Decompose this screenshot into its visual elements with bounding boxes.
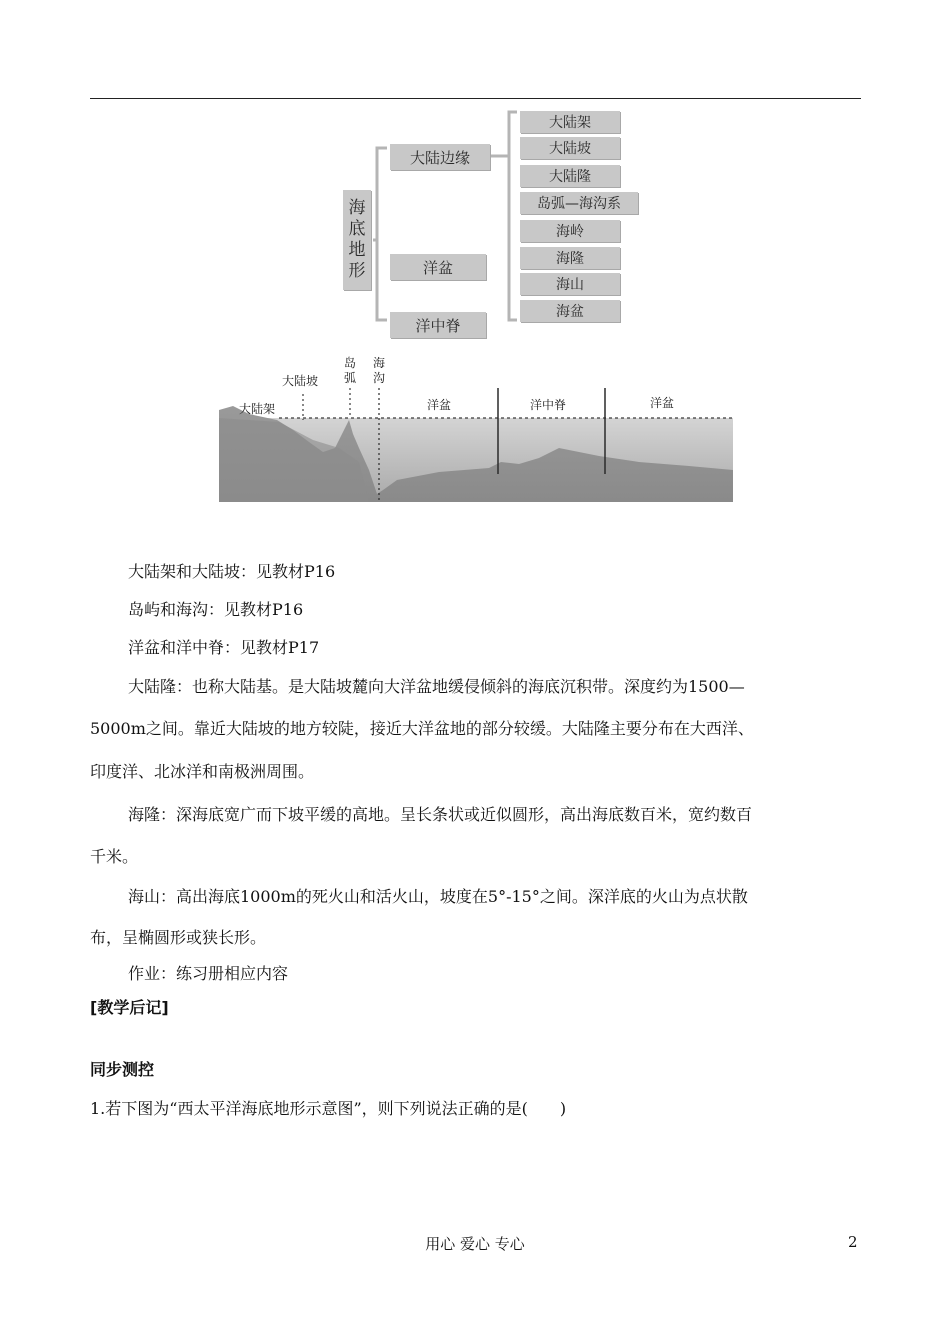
heading-teaching-notes: [教学后记] <box>90 998 169 1017</box>
text-seamount-1: 海山：高出海底1000m的死火山和活火山，坡度在5°-15°之间。深洋底的火山为点状散 <box>128 887 748 906</box>
box-oceanic-rise: 海隆 <box>520 247 620 269</box>
text-continental-rise-2: 5000m之间。靠近大陆坡的地方较陡，接近大洋盆地的部分较缓。大陆隆主要分布在大西洋、 <box>90 719 754 738</box>
box-ocean-ridge: 海岭 <box>520 220 620 242</box>
profile-graphic <box>219 344 733 502</box>
label-continental-shelf: 大陆架 <box>239 402 276 416</box>
box-continental-shelf: 大陆架 <box>520 111 620 133</box>
box-sea-basin: 海盆 <box>520 300 620 322</box>
text-oceanic-rise-1: 海隆：深海底宽广而下坡平缓的高地。呈长条状或近似圆形，高出海底数百米，宽约数百 <box>128 805 753 824</box>
root-label-seabed-landform <box>343 190 371 290</box>
text-basin-ridge: 洋盆和洋中脊：见教材P17 <box>128 638 320 657</box>
label-char: 沟 <box>373 371 386 385</box>
text-shelf-slope: 大陆架和大陆坡：见教材P16 <box>128 562 336 581</box>
box-island-arc-trench: 岛弧—海沟系 <box>520 192 638 214</box>
label-trench <box>373 356 387 386</box>
root-char: 形 <box>348 261 366 281</box>
footer-motto: 用心 爱心 专心 <box>425 1235 525 1253</box>
seabed-landform-tree <box>335 108 655 340</box>
question-1: 1.若下图为“西太平洋海底地形示意图”，则下列说法正确的是( ) <box>90 1099 567 1118</box>
page-number: 2 <box>848 1233 858 1251</box>
label-char: 岛 <box>344 356 357 370</box>
label-continental-slope: 大陆坡 <box>282 374 319 388</box>
text-oceanic-rise-2: 千米。 <box>90 847 139 866</box>
text-continental-rise-1: 大陆隆：也称大陆基。是大陆坡麓向大洋盆地缓侵倾斜的海底沉积带。深度约为1500— <box>128 677 745 696</box>
text-seamount-2: 布，呈椭圆形或狭长形。 <box>90 928 267 947</box>
label-char: 海 <box>373 356 386 370</box>
heading-sync-test: 同步测控 <box>90 1060 155 1079</box>
label-ocean-basin-right: 洋盆 <box>650 396 675 410</box>
label-char: 弧 <box>344 371 357 385</box>
box-seamount: 海山 <box>520 273 620 295</box>
box-mid-ocean-ridge: 洋中脊 <box>390 312 486 338</box>
box-continental-rise: 大陆隆 <box>520 165 620 187</box>
text-homework: 作业：练习册相应内容 <box>128 964 289 983</box>
box-continental-margin: 大陆边缘 <box>390 144 490 170</box>
text-islands-trenches: 岛屿和海沟：见教材P16 <box>128 600 304 619</box>
box-ocean-basin: 洋盆 <box>390 254 486 280</box>
label-ocean-basin-left: 洋盆 <box>427 398 452 412</box>
box-continental-slope: 大陆坡 <box>520 137 620 159</box>
root-char: 海 <box>348 198 366 218</box>
seabed-profile-diagram <box>219 344 733 502</box>
root-char: 底 <box>348 219 366 239</box>
root-char: 地 <box>348 240 366 260</box>
label-island-arc <box>344 356 358 386</box>
text-continental-rise-3: 印度洋、北冰洋和南极洲周围。 <box>90 762 315 781</box>
label-mid-ocean-ridge: 洋中脊 <box>530 398 567 412</box>
header-rule <box>90 98 861 99</box>
